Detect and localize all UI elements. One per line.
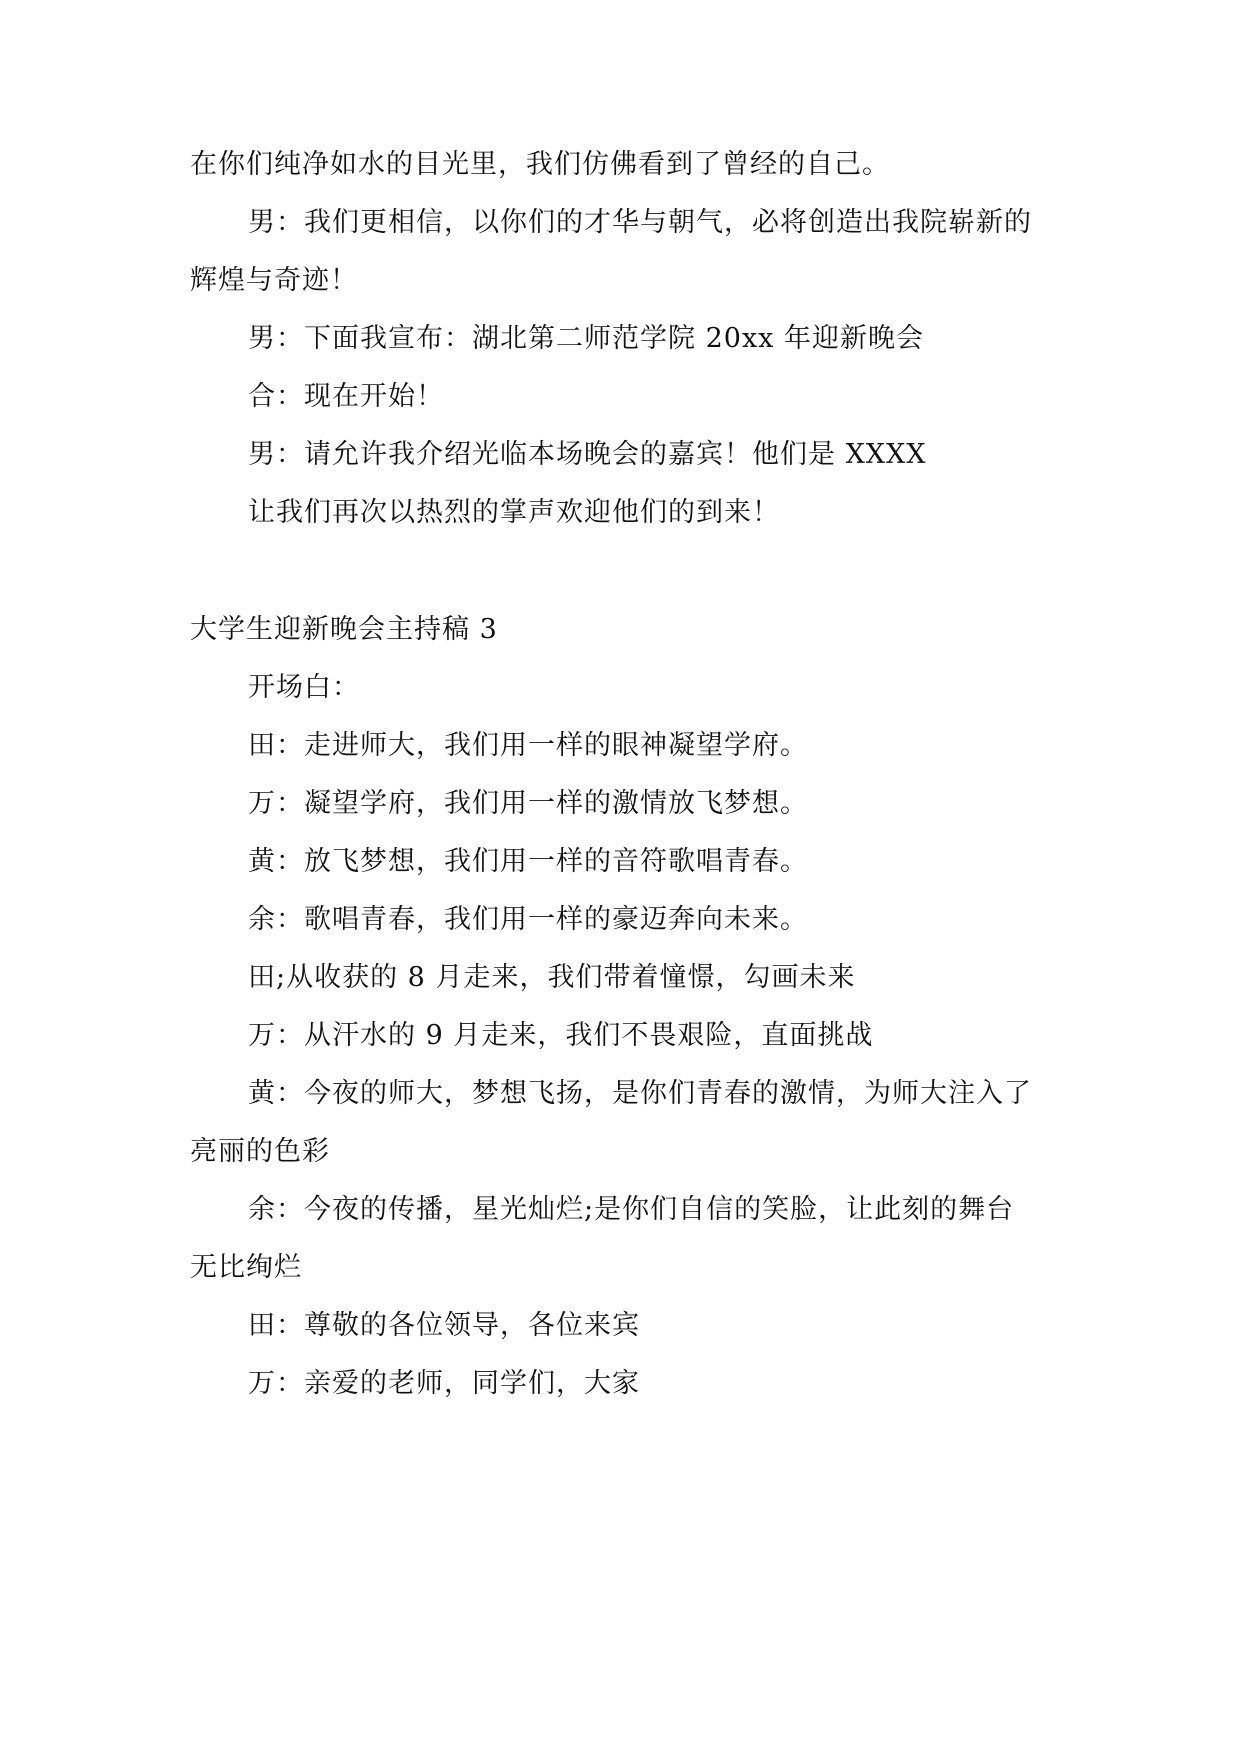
text-line-17: 亮丽的色彩 xyxy=(190,1136,330,1167)
text-line-7: 让我们再次以热烈的掌声欢迎他们的到来！ xyxy=(248,497,780,528)
text-line-15: 万：从汗水的 9 月走来，我们不畏艰险，直面挑战 xyxy=(248,1020,874,1051)
text-line-14: 田;从收获的 8 月走来，我们带着憧憬，勾画未来 xyxy=(248,962,856,993)
section-heading: 大学生迎新晚会主持稿 3 xyxy=(190,614,498,645)
text-line-2: 男：我们更相信，以你们的才华与朝气，必将创造出我院崭新的 xyxy=(248,207,1032,238)
text-line-19: 无比绚烂 xyxy=(190,1252,302,1283)
text-line-16: 黄：今夜的师大，梦想飞扬，是你们青春的激情，为师大注入了 xyxy=(248,1078,1032,1109)
text-line-11: 万：凝望学府，我们用一样的激情放飞梦想。 xyxy=(248,788,808,819)
text-line-5: 合：现在开始！ xyxy=(248,381,444,412)
text-line-13: 余：歌唱青春，我们用一样的豪迈奔向未来。 xyxy=(248,904,808,935)
text-line-21: 万：亲爱的老师，同学们，大家 xyxy=(248,1368,640,1399)
text-line-10: 田：走进师大，我们用一样的眼神凝望学府。 xyxy=(248,730,808,761)
text-line-6: 男：请允许我介绍光临本场晚会的嘉宾！他们是 XXXX xyxy=(248,439,927,470)
text-line-18: 余：今夜的传播，星光灿烂;是你们自信的笑脸，让此刻的舞台 xyxy=(248,1194,1015,1225)
text-line-1: 在你们纯净如水的目光里，我们仿佛看到了曾经的自己。 xyxy=(190,149,890,180)
text-line-12: 黄：放飞梦想，我们用一样的音符歌唱青春。 xyxy=(248,846,808,877)
text-line-20: 田：尊敬的各位领导，各位来宾 xyxy=(248,1310,640,1341)
text-line-3: 辉煌与奇迹！ xyxy=(190,265,358,296)
text-line-9: 开场白： xyxy=(248,672,360,703)
text-line-4: 男：下面我宣布：湖北第二师范学院 20xx 年迎新晚会 xyxy=(248,323,924,354)
